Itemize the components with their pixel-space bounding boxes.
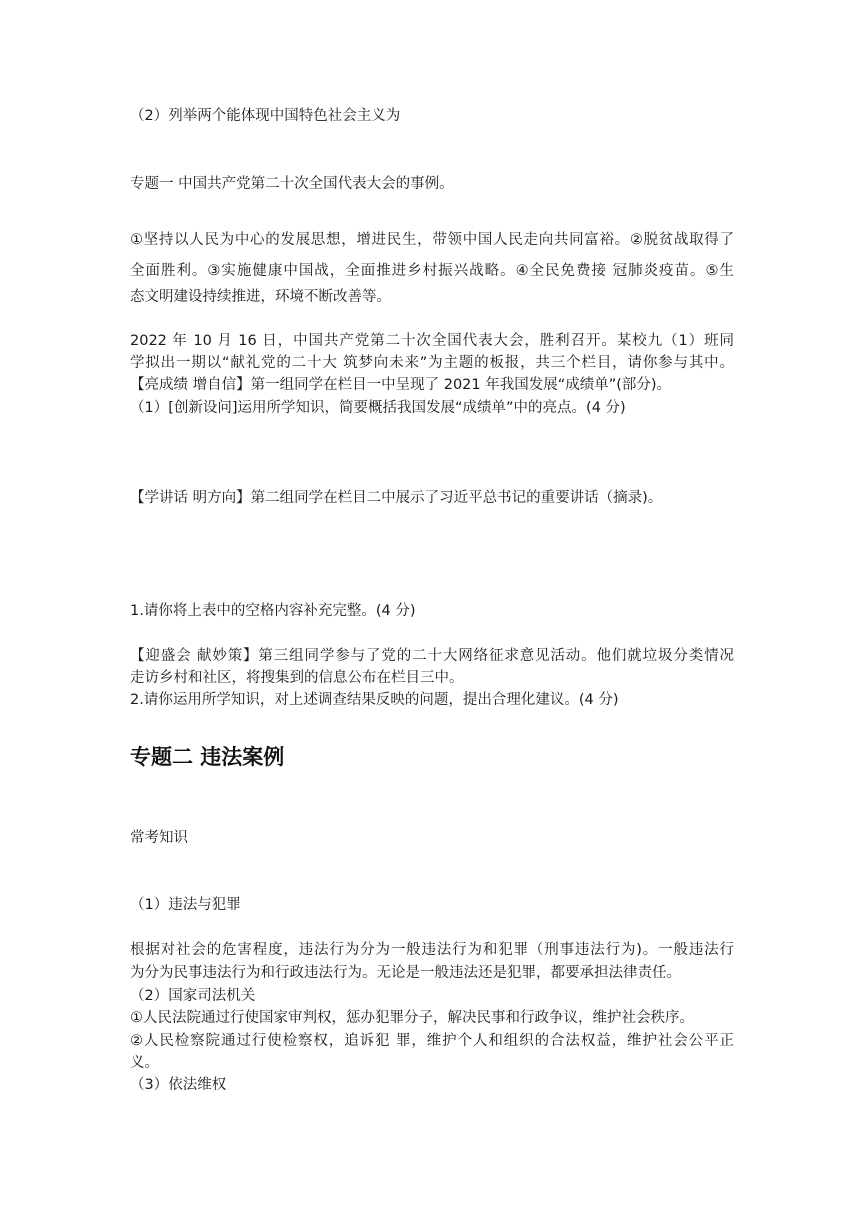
law-text-line-1: 根据对社会的危害程度，违法行为分为一般违法行为和犯罪（刑事违法行为)。一般违法行 — [130, 942, 734, 958]
topic-two-heading: 专题二 违法案例 — [130, 745, 285, 769]
law-text-line-2: 为分为民事违法行为和行政违法行为。无论是一般违法还是犯罪，都要承担法律责任。 — [130, 965, 681, 981]
section-two-text: 【学讲话 明方向】第二组同学在栏目二中展示了习近平总书记的重要讲话（摘录)。 — [130, 490, 663, 506]
subsection-rights-protection: （3）依法维权 — [130, 1077, 227, 1093]
congress-intro-line-1: 2022 年 10 月 16 日，中国共产党第二十次全国代表大会，胜利召开。某校九（1）班同 — [130, 333, 734, 349]
procuratorate-text-line-1: ②人民检察院通过行使检察权，追诉犯 罪，维护个人和组织的合法权益，维护社会公平正 — [130, 1033, 734, 1049]
question-list-socialism: （2）列举两个能体现中国特色社会主义为 — [130, 108, 401, 124]
common-knowledge-label: 常考知识 — [130, 830, 188, 846]
section-three-line-2: 走访乡村和社区，将搜集到的信息公布在栏目三中。 — [130, 670, 464, 686]
achievement-points-line-2: 全面胜利。③实施健康中国战，全面推进乡村振兴战略。④全民免费接 冠肺炎疫苗。⑤生 — [130, 263, 734, 279]
topic-one-title: 专题一 中国共产党第二十次全国代表大会的事例。 — [130, 176, 454, 192]
section-three-line-1: 【迎盛会 献妙策】第三组同学参与了党的二十大网络征求意见活动。他们就垃圾分类情况 — [130, 648, 734, 664]
subsection-violation-crime: （1）违法与犯罪 — [130, 897, 241, 913]
procuratorate-text-line-2: 义。 — [130, 1055, 159, 1071]
subsection-judicial-organs: （2）国家司法机关 — [130, 988, 256, 1004]
achievement-points-line-3: 态文明建设持续推进，环境不断改善等。 — [130, 289, 391, 305]
suggestion-question: 2.请你运用所学知识，对上述调查结果反映的问题，提出合理化建议。(4 分) — [130, 692, 619, 708]
innovation-question: （1）[创新设问]运用所学知识，简要概括我国发展“成绩单”中的亮点。(4 分) — [130, 400, 626, 416]
congress-intro-line-2: 学拟出一期以“献礼党的二十大 筑梦向未来”为主题的板报，共三个栏目，请你参与其中。 — [130, 355, 734, 371]
fill-table-question: 1.请你将上表中的空格内容补充完整。(4 分) — [130, 603, 416, 619]
section-one-text: 【亮成绩 增自信】第一组同学在栏目一中呈现了 2021 年我国发展“成绩单”(部分)。 — [130, 377, 672, 393]
achievement-points-line-1: ①坚持以人民为中心的发展思想，增进民生，带领中国人民走向共同富裕。②脱贫战取得了 — [130, 232, 734, 248]
court-text: ①人民法院通过行使国家审判权，惩办犯罪分子，解决民事和行政争议，维护社会秩序。 — [130, 1010, 694, 1026]
